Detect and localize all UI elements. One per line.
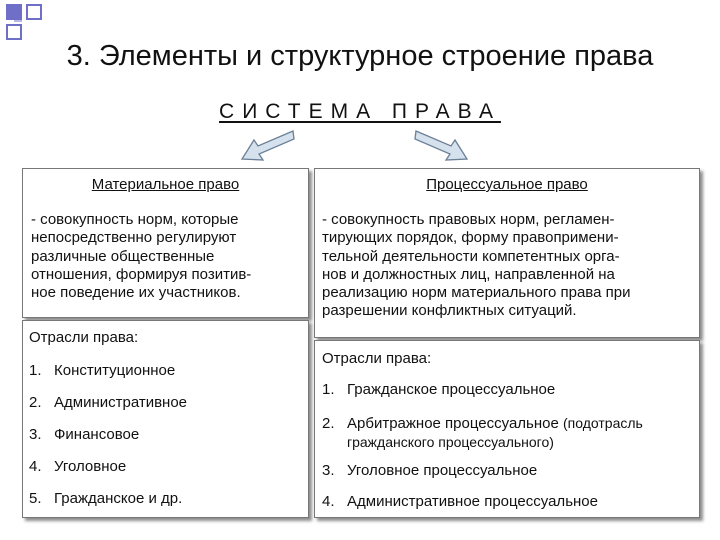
list-item: 2. Административное [29,394,188,411]
desc-line: реализацию норм материального права при [322,284,631,302]
desc-line: тирующих порядок, форму правопримени- [322,229,619,247]
page-title: 3. Элементы и структурное строение права [66,40,654,72]
branches-label: Отрасли права: [29,329,139,346]
arrow-left-icon [242,131,294,160]
procedural-law-heading: Процессуальное право [426,176,588,193]
procedural-law-description [322,211,699,321]
list-item: 5. Гражданское и др. [29,490,183,507]
list-item: 1. Гражданское процессуальное [322,381,556,398]
list-item: 4. Административное процессуальное [322,493,598,510]
list-item: 1. Конституционное [29,362,176,379]
material-law-heading: Материальное право [91,176,240,193]
list-item: 3. Уголовное процессуальное [322,462,538,479]
list-item: 4. Уголовное [29,458,127,475]
desc-line: - совокупность норм, которые [31,211,239,228]
system-heading: СИСТЕМА ПРАВА [219,100,501,123]
material-law-description [31,211,308,302]
procedural-branches-box [314,340,700,518]
procedural-law-box [314,168,700,338]
list-item: 3. Финансовое [29,426,140,443]
material-branches-box [22,320,309,518]
desc-line: нов и должностных лиц, направленной на [322,265,615,283]
desc-line: ное поведение их участников. [31,284,241,302]
arrow-right-icon [415,131,467,160]
desc-line: различные общественные [31,247,215,265]
list-item-note: гражданского процессуального) [347,434,554,450]
material-law-box [22,168,309,318]
branches-label: Отрасли права: [322,350,432,367]
desc-line: непосредственно регулируют [31,229,237,247]
desc-line: тельной деятельности компетентных орга- [322,247,620,265]
desc-line: - совокупность правовых норм, регламен- [322,211,615,228]
desc-line: отношения, формируя позитив- [31,265,252,283]
list-item: 2. Арбитражное процессуальное (подотрасль [322,415,643,432]
desc-line: разрешении конфликтных ситуаций. [322,302,577,320]
